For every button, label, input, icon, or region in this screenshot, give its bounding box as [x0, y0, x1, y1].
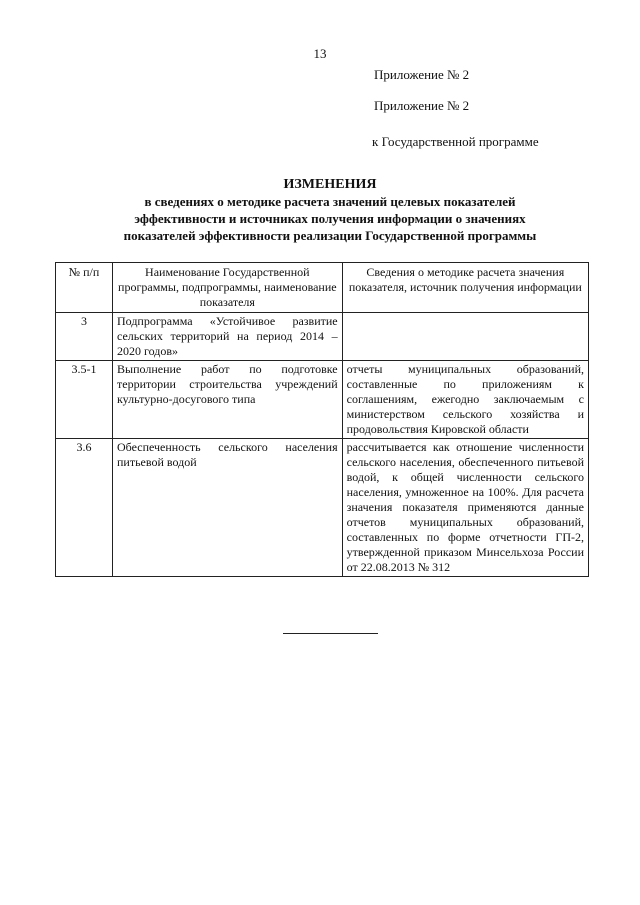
title-main: ИЗМЕНЕНИЯ	[283, 177, 377, 192]
table-row	[56, 361, 589, 439]
row-number: 3.5-1	[56, 361, 113, 439]
row-name: Выполнение работ по подготовке территории строительства учреждений культурно-досугового типа	[113, 361, 343, 439]
footer-divider	[283, 633, 378, 634]
header-number: № п/п	[56, 263, 113, 313]
table-row	[56, 439, 589, 577]
appendix-program-reference: к Государственной программе	[372, 134, 539, 149]
table-row	[56, 313, 589, 361]
changes-table	[55, 262, 589, 577]
header-name: Наименование Государственной программы, подпрограммы, наименование показателя	[113, 263, 343, 313]
row-number: 3.6	[56, 439, 113, 577]
document-title	[60, 176, 600, 244]
appendix-label-repeat: Приложение № 2	[374, 98, 470, 113]
title-line-2: эффективности и источниках получения информации о значениях	[134, 211, 526, 226]
header-info: Сведения о методике расчета значения показателя, источник получения информации	[342, 263, 588, 313]
row-info: рассчитывается как отношение численности сельского населения, обеспеченного питьевой водой, к общей численности сельского населения, умноженное на 100%. Для расчета значения показателя применяются данные отчетов муниципальных образований, составленных по форме отчетности ГП-2, утвержденной приказом Минсельхоза России от 22.08.2013 № 312	[342, 439, 588, 577]
row-name: Обеспеченность сельского населения питьевой водой	[113, 439, 343, 577]
page-number: 13	[313, 46, 327, 61]
title-line-1: в сведениях о методике расчета значений целевых показателей	[144, 194, 516, 209]
row-info: отчеты муниципальных образований, составленные по приложениям к соглашениям, ежегодно заключаемым с министерством сельского хозяйства и продовольствия Кировской области	[342, 361, 588, 439]
table-header-row	[56, 263, 589, 313]
title-line-3: показателей эффективности реализации Государственной программы	[123, 228, 537, 243]
row-number: 3	[56, 313, 113, 361]
appendix-label: Приложение № 2	[374, 67, 470, 82]
row-info	[342, 313, 588, 361]
row-name: Подпрограмма «Устойчивое развитие сельских территорий на период 2014 – 2020 годов»	[113, 313, 343, 361]
